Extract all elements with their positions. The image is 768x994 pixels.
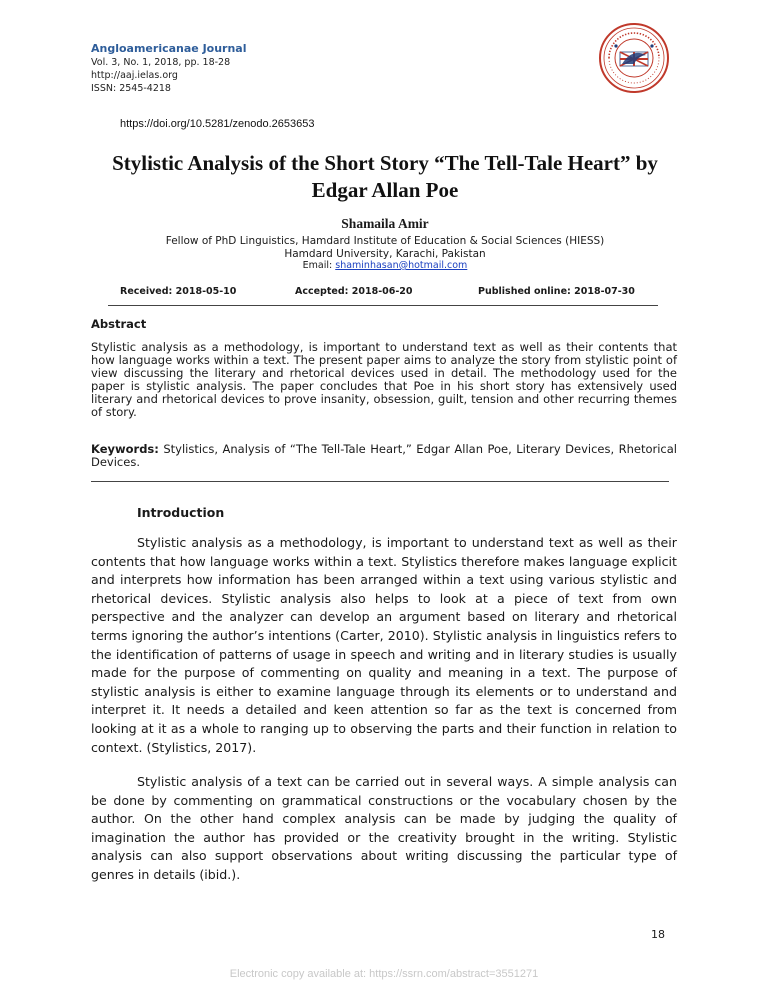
journal-url[interactable]: http://aaj.ielas.org: [91, 70, 178, 81]
keywords-text: Stylistics, Analysis of “The Tell-Tale Heart,” Edgar Allan Poe, Literary Devices, Rhetorical Devices.: [91, 442, 677, 469]
divider-top: [108, 305, 658, 306]
received-date: Received: 2018-05-10: [120, 286, 237, 297]
email-link[interactable]: shaminhasan@hotmail.com: [335, 260, 468, 271]
email-label: Email:: [302, 260, 333, 271]
journal-seal-icon: [598, 22, 670, 94]
divider-bottom: [91, 481, 669, 482]
ssrn-footer[interactable]: Electronic copy available at: https://ssrn.com/abstract=3551271: [229, 968, 539, 980]
introduction-paragraph-1: Stylistic analysis as a methodology, is important to understand text as well as their contents that how language works within a text. Stylistics therefore makes language explicit and interprets how information has been arranged within a text using various stylistic and rhetorical devices. Stylistic analysis also helps to look at a piece of text from own perspective and the analyzer can develop an argument based on literary and rhetorical terms ignoring the author’s intentions (Carter, 2010). Stylistic analysis in linguistics refers to the identification of patterns of usage in speech and writing and in literary studies is usually made for the purpose of commenting on quality and meaning in a text. The purpose of stylistic analysis is either to examine language through its elements or to understand and interpret it. It needs a detailed and keen attention so far as the text is concerned from looking at it as a whole to ranging up to observing the parts and their function in relation to context. (Stylistics, 2017).: [91, 535, 677, 755]
author-affiliation-1: Fellow of PhD Linguistics, Hamdard Institute of Education & Social Sciences (HIESS): [165, 235, 605, 247]
published-date: Published online: 2018-07-30: [478, 286, 635, 297]
doi-link[interactable]: https://doi.org/10.5281/zenodo.2653653: [120, 118, 315, 130]
introduction-paragraph-2: Stylistic analysis of a text can be carried out in several ways. A simple analysis can be done by commenting on grammatical constructions or the vocabulary chosen by the author. On the other hand complex analysis can be made by judging the quality of imagination the author has provided or the creativity brought in the writing. Stylistic analysis can also support observations about writing discussing the particular type of genres in details (ibid.).: [91, 774, 677, 882]
page-number: 18: [651, 928, 665, 941]
journal-name: Angloamericanae Journal: [91, 42, 247, 55]
author-affiliation-2: Hamdard University, Karachi, Pakistan: [284, 248, 486, 260]
keywords-label: Keywords:: [91, 442, 159, 456]
author-email-row: [90, 260, 680, 271]
accepted-date: Accepted: 2018-06-20: [295, 286, 413, 297]
abstract-heading: Abstract: [91, 317, 147, 331]
abstract-text: Stylistic analysis as a methodology, is important to understand text as well as their contents that how language works within a text. The present paper aims to analyze the story from stylistic point of view discussing the literary and rhetorical devices used in detail. The methodology used for the paper is stylistic analysis. The paper concludes that Poe in his short story has extensively used literary and rhetorical devices to prove insanity, obsession, guilt, tension and other recurring themes of story.: [91, 340, 677, 419]
paper-title: Stylistic Analysis of the Short Story “The Tell-Tale Heart” by Edgar Allan Poe: [112, 151, 658, 202]
keywords-row: [91, 443, 677, 469]
journal-volume: Vol. 3, No. 1, 2018, pp. 18-28: [91, 57, 231, 68]
introduction-heading: Introduction: [137, 505, 225, 520]
journal-issn: ISSN: 2545-4218: [91, 83, 171, 94]
author-name: Shamaila Amir: [341, 216, 429, 231]
